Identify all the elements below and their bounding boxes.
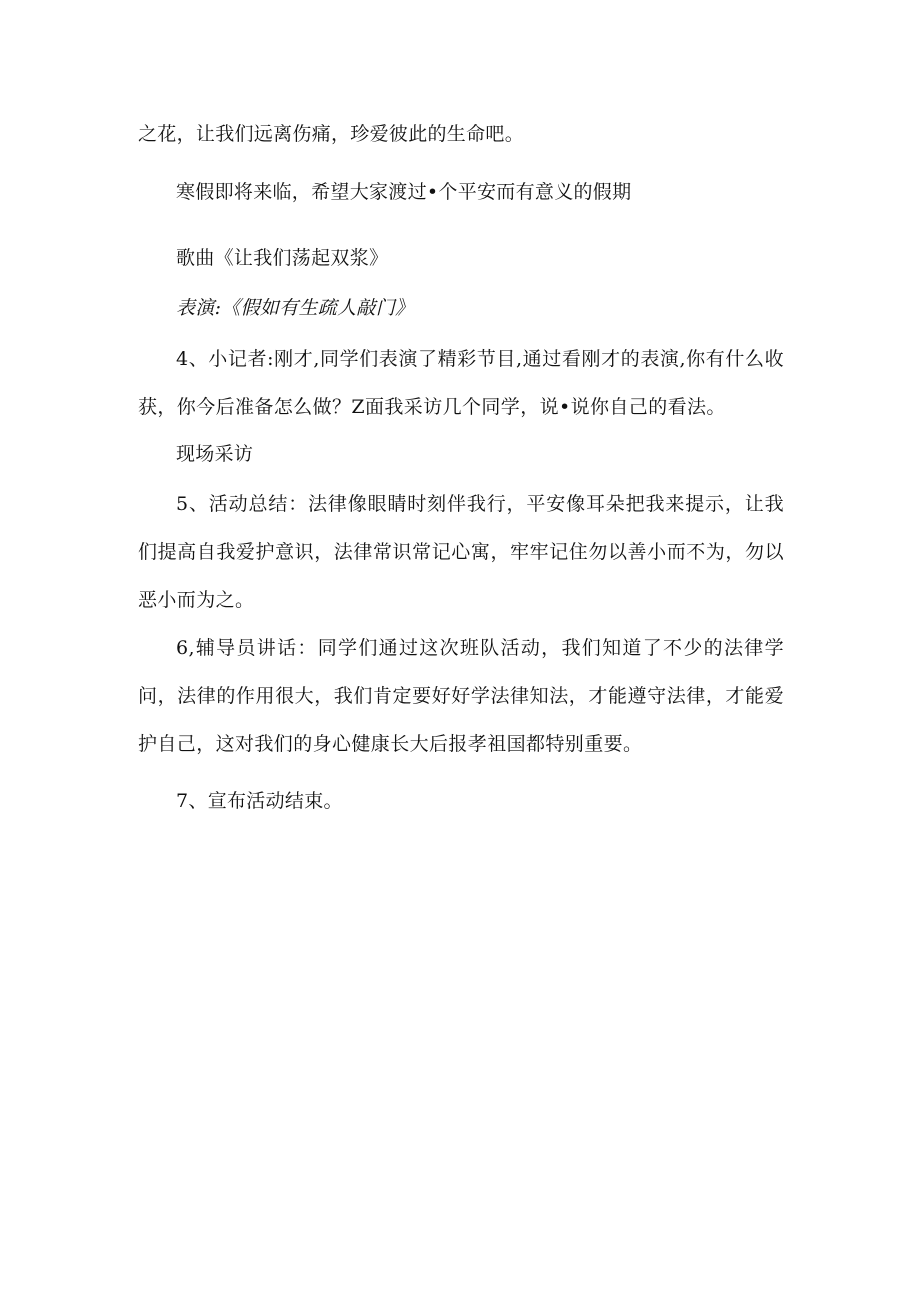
paragraph-summary: 5、活动总结：法律像眼睛时刻伴我行，平安像耳朵把我来提示，让我们提高自我爱护意识，法律常识常记心寓，牢牢记住勿以善小而不为，勿以恶小而为之。 [138, 493, 784, 611]
paragraph-closing: 7、宣布活动结束。 [176, 790, 343, 812]
paragraph-song: 歌曲《让我们荡起双浆》 [176, 247, 389, 269]
paragraph-performance: 表演:《假如有生疏人敲门》 [176, 297, 415, 319]
paragraph-reporter: 4、小记者:刚才,同学们表演了精彩节目,通过看刚才的表演,你有什么收获，你今后准备怎么做？Z面我采访几个同学，说•说你自己的看法。 [138, 348, 784, 418]
paragraph-continuation: 之花，让我们远离伤痛，珍爱彼此的生命吧。 [138, 123, 525, 145]
paragraph-interview: 现场采访 [176, 443, 254, 465]
paragraph-holiday-wish: 寒假即将来临，希望大家渡过•个平安而有意义的假期 [176, 181, 632, 203]
paragraph-counselor-speech: 6,辅导员讲话：同学们通过这次班队活动，我们知道了不少的法律学问，法律的作用很大，我们肯定要好好学法律知法，才能遵守法律，才能爱护自己，这对我们的身心健康长大后报孝祖国都特别重要。 [138, 637, 784, 755]
